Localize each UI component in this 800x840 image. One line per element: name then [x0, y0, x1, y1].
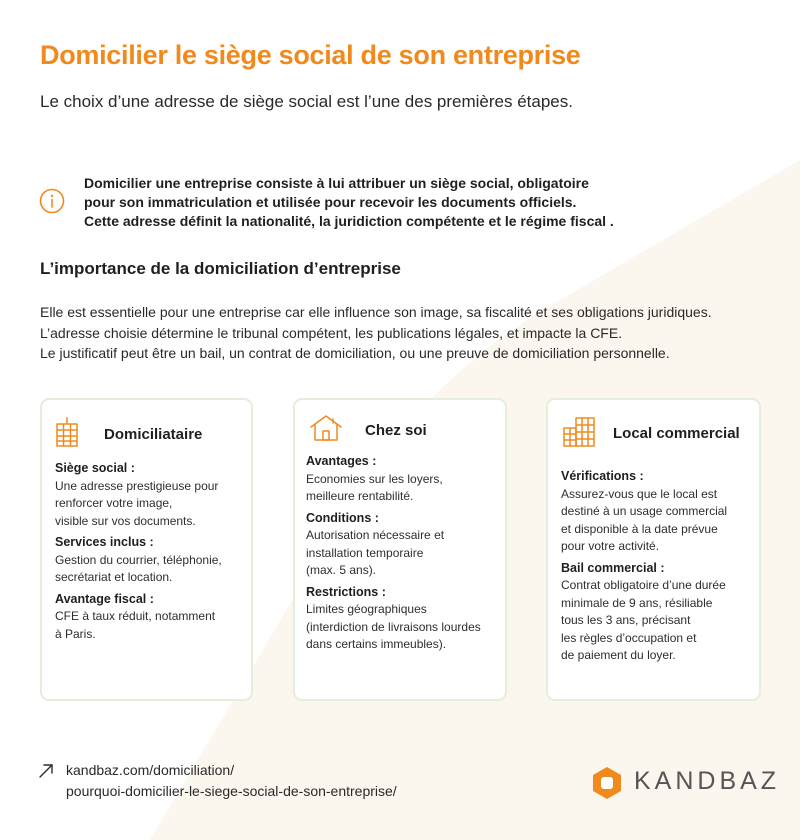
section-text: installation temporaire: [306, 545, 424, 560]
card-body: [55, 460, 222, 643]
info-line: Domicilier une entreprise consiste à lui attribuer un siège social, obligatoire: [84, 175, 589, 191]
section-text: (max. 5 ans).: [306, 563, 377, 577]
office-building-icon: [562, 416, 596, 448]
info-line: pour son immatriculation et utilisée pour recevoir les documents officiels.: [84, 194, 577, 210]
section-text: meilleure rentabilité.: [306, 489, 414, 503]
card-local-commercial: [546, 398, 761, 701]
section-text: et disponible à la date prévue: [561, 521, 718, 536]
arrow-up-right-icon: [38, 763, 54, 779]
brand-name: KANDBAZ: [634, 767, 781, 795]
source-link[interactable]: [66, 760, 397, 802]
link-line[interactable]: pourquoi-domicilier-le-siege-social-de-son-entreprise/: [66, 783, 397, 799]
card-body: [306, 453, 481, 654]
section-label: Avantage fiscal :: [55, 591, 154, 606]
card-title: Local commercial: [613, 425, 740, 442]
section-text: les règles d’occupation et: [561, 630, 697, 645]
section-text: pour votre activité.: [561, 539, 660, 553]
card-title: Domiciliataire: [104, 426, 203, 443]
section-text: Economies sur les loyers,: [306, 471, 443, 486]
section-text: renforcer votre image,: [55, 496, 173, 510]
section-text: tous les 3 ans, précisant: [561, 613, 691, 627]
building-icon: [54, 414, 80, 448]
link-line[interactable]: kandbaz.com/domiciliation/: [66, 762, 235, 778]
card-title: Chez soi: [365, 422, 427, 439]
kandbaz-logo-icon: [590, 766, 624, 800]
section-label: Services inclus :: [55, 535, 154, 549]
section-text: visible sur vos documents.: [55, 513, 196, 528]
section-label: Bail commercial :: [561, 560, 665, 575]
section-text: Assurez-vous que le local est: [561, 486, 718, 501]
section-text: CFE à taux réduit, notamment: [55, 609, 216, 623]
card-domiciliataire: [40, 398, 253, 701]
section-text: secrétariat et location.: [55, 570, 173, 584]
section-text: à Paris.: [55, 626, 96, 641]
section-paragraph: [40, 302, 712, 364]
section-text: Autorisation nécessaire et: [306, 528, 445, 542]
section-text: Contrat obligatoire d’une durée: [561, 578, 726, 592]
page-subtitle: Le choix d’une adresse de siège social est l’une des premières étapes.: [40, 92, 573, 111]
section-text: Une adresse prestigieuse pour: [55, 478, 219, 493]
section-label: Conditions :: [306, 510, 379, 525]
section-text: Gestion du courrier, téléphonie,: [55, 552, 222, 567]
section-text: Limites géographiques: [306, 602, 427, 616]
section-text: destiné à un usage commercial: [561, 504, 728, 518]
section-text: (interdiction de livraisons lourdes: [306, 619, 481, 634]
house-icon: [309, 414, 343, 442]
section-label: Restrictions :: [306, 584, 386, 599]
section-label: Avantages :: [306, 454, 377, 468]
section-text: dans certains immeubles).: [306, 637, 447, 651]
card-chez-soi: [293, 398, 507, 701]
section-text: minimale de 9 ans, résiliable: [561, 595, 713, 610]
info-icon: [39, 188, 65, 214]
card-body: [561, 468, 727, 665]
section-label: Siège social :: [55, 461, 135, 475]
section-heading: L’importance de la domiciliation d’entreprise: [40, 259, 401, 278]
info-callout: [84, 174, 614, 231]
paragraph-line: L’adresse choisie détermine le tribunal compétent, les publications légales, et impacte la CFE.: [40, 324, 623, 341]
info-line: Cette adresse définit la nationalité, la juridiction compétente et le régime fiscal .: [84, 213, 614, 229]
section-text: de paiement du loyer.: [561, 648, 676, 662]
section-label: Vérifications :: [561, 469, 644, 483]
page-title: Domicilier le siège social de son entreprise: [40, 40, 581, 70]
paragraph-line: Elle est essentielle pour une entreprise car elle influence son image, sa fiscalité et ses obligations juridiques.: [40, 304, 712, 320]
paragraph-line: Le justificatif peut être un bail, un contrat de domiciliation, ou une preuve de domiciliation personnelle.: [40, 345, 670, 361]
